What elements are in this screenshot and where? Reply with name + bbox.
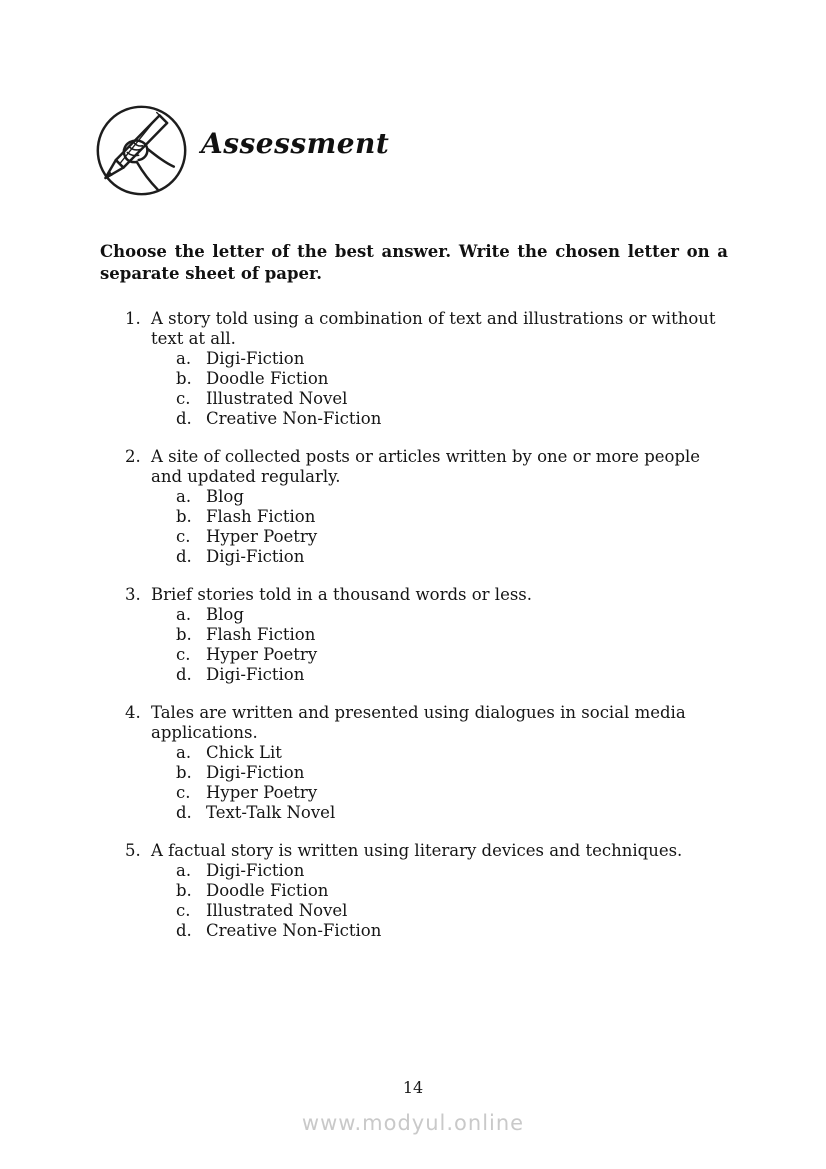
option-letter: b.	[176, 763, 192, 782]
option-letter: c.	[176, 901, 191, 920]
question-body	[151, 447, 725, 567]
option-letter: d.	[176, 665, 192, 684]
option-text: Chick Lit	[206, 743, 282, 762]
option-c	[176, 645, 725, 665]
option-letter: c.	[176, 783, 191, 802]
writing-hand-icon	[94, 103, 189, 198]
option-list	[176, 743, 725, 823]
option-letter: c.	[176, 645, 191, 664]
option-text: Digi-Fiction	[206, 861, 305, 880]
option-d	[176, 921, 725, 941]
option-letter: c.	[176, 389, 191, 408]
question-text: A story told using a combination of text and illustrations or without text at all.	[151, 309, 716, 348]
option-text: Flash Fiction	[206, 625, 316, 644]
option-c	[176, 783, 725, 803]
question-text: A factual story is written using literary devices and techniques.	[151, 841, 683, 860]
option-text: Blog	[206, 605, 244, 624]
page-number: 14	[402, 1078, 424, 1097]
option-b	[176, 369, 725, 389]
question-number: 2.	[125, 447, 141, 466]
option-d	[176, 409, 725, 429]
option-letter: d.	[176, 921, 192, 940]
question-text: Brief stories told in a thousand words or less.	[151, 585, 533, 604]
option-text: Digi-Fiction	[206, 665, 305, 684]
option-b	[176, 507, 725, 527]
option-letter: b.	[176, 625, 192, 644]
question-2	[125, 447, 725, 567]
option-text: Creative Non-Fiction	[206, 921, 382, 940]
option-c	[176, 389, 725, 409]
option-text: Blog	[206, 487, 244, 506]
instructions-text: Choose the letter of the best answer. Write the chosen letter on a separate sheet of paper.	[100, 242, 728, 283]
option-a	[176, 349, 725, 369]
option-letter: a.	[176, 743, 192, 762]
option-c	[176, 901, 725, 921]
question-body	[151, 585, 725, 685]
option-d	[176, 547, 725, 567]
option-list	[176, 861, 725, 941]
option-letter: a.	[176, 861, 192, 880]
option-text: Illustrated Novel	[206, 389, 348, 408]
option-text: Hyper Poetry	[206, 527, 318, 546]
option-letter: d.	[176, 547, 192, 566]
option-letter: a.	[176, 605, 192, 624]
question-number: 4.	[125, 703, 141, 722]
option-text: Creative Non-Fiction	[206, 409, 382, 428]
option-letter: b.	[176, 881, 192, 900]
option-text: Flash Fiction	[206, 507, 316, 526]
question-4	[125, 703, 725, 823]
option-list	[176, 487, 725, 567]
option-b	[176, 625, 725, 645]
option-d	[176, 803, 725, 823]
question-body	[151, 309, 725, 429]
question-body	[151, 841, 725, 941]
option-a	[176, 605, 725, 625]
option-text: Digi-Fiction	[206, 763, 305, 782]
option-letter: d.	[176, 803, 192, 822]
watermark-text: www.modyul.online	[301, 1111, 525, 1135]
question-body	[151, 703, 725, 823]
option-letter: b.	[176, 507, 192, 526]
option-text: Hyper Poetry	[206, 783, 318, 802]
option-a	[176, 743, 725, 763]
option-b	[176, 881, 725, 901]
question-number: 3.	[125, 585, 141, 604]
option-text: Hyper Poetry	[206, 645, 318, 664]
question-5	[125, 841, 725, 941]
option-d	[176, 665, 725, 685]
question-1	[125, 309, 725, 429]
page-title: Assessment	[201, 126, 390, 160]
question-3	[125, 585, 725, 685]
option-c	[176, 527, 725, 547]
option-b	[176, 763, 725, 783]
question-list	[125, 309, 725, 959]
option-text: Digi-Fiction	[206, 349, 305, 368]
option-letter: a.	[176, 487, 192, 506]
option-text: Text-Talk Novel	[206, 803, 336, 822]
option-letter: d.	[176, 409, 192, 428]
question-text: Tales are written and presented using dialogues in social media applications.	[151, 703, 686, 742]
option-list	[176, 605, 725, 685]
option-text: Doodle Fiction	[206, 369, 329, 388]
question-number: 1.	[125, 309, 141, 328]
option-letter: a.	[176, 349, 192, 368]
option-text: Doodle Fiction	[206, 881, 329, 900]
question-number: 5.	[125, 841, 141, 860]
option-letter: b.	[176, 369, 192, 388]
option-a	[176, 861, 725, 881]
option-list	[176, 349, 725, 429]
question-text: A site of collected posts or articles written by one or more people and updated regularly.	[151, 447, 701, 486]
option-text: Digi-Fiction	[206, 547, 305, 566]
option-text: Illustrated Novel	[206, 901, 348, 920]
option-letter: c.	[176, 527, 191, 546]
option-a	[176, 487, 725, 507]
assessment-header	[94, 103, 389, 198]
